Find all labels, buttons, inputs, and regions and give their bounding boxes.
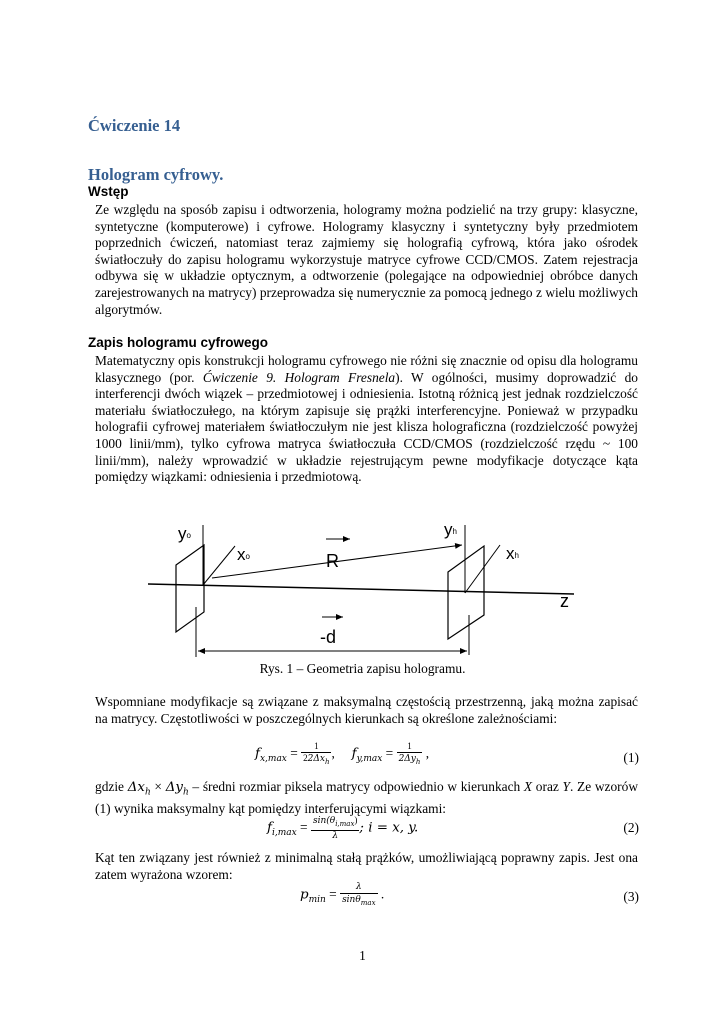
modifications-paragraph: Wspomniane modyfikacje są związane z maksymalną częstością przestrzenną, jaką można zapisać na matrycy. Częstotliwości w poszczególnych kierunkach są określone zależnościami:	[95, 694, 638, 726]
label-y-h: yh	[444, 520, 457, 539]
pixel-size-paragraph: gdzie $\Delta x_h \times \Delta y_h$ – średni rozmiar piksela matrycy odpowiednio w kierunkach X oraz Y. Ze wzorów (1) wynika maksymalny kąt pomiędzy interferującymi wiązkami:	[95, 779, 638, 817]
equation-3: $p_{min}$ = $\frac{\lambda}{\sin\theta_{max}}$ .	[300, 882, 385, 907]
recording-text-part1: Matematyczny opis konstrukcji hologramu cyfrowego nie różni się znacznie od opisu dla hologramu klasycznego (por.	[95, 353, 638, 385]
label-d: -d	[320, 627, 337, 647]
object-plane	[176, 545, 204, 632]
equation-2: $f_{i,max}$ = $\frac{\sin(\theta_{i,max})}{\lambda}$ ; i = x, y.	[267, 815, 419, 841]
page-number: 1	[359, 948, 366, 963]
label-r: R	[326, 551, 339, 571]
x-h-axis	[465, 545, 500, 593]
label-y-o: yo	[178, 524, 191, 543]
equation-3-number: (3)	[623, 889, 639, 904]
label-z: z	[560, 591, 569, 611]
geometry-figure	[140, 515, 590, 660]
label-x-o: xo	[237, 545, 250, 564]
fringe-paragraph: Kąt ten związany jest również z minimalną stałą prążków, umożliwiającą poprawny zapis. Jest ona zatem wyrażona wzorem:	[95, 850, 638, 882]
equation-2-number: (2)	[623, 820, 639, 835]
section-title: Hologram cyfrowy.	[88, 165, 224, 184]
figure-caption: Rys. 1 – Geometria zapisu hologramu.	[259, 661, 466, 676]
x-o-axis	[203, 546, 235, 585]
intro-paragraph: Ze względu na sposób zapisu i odtworzenia, hologramy można podzielić na trzy grupy: klasyczne, syntetyczne (komputerowe) i cyfrowe. Hologramy klasyczny i syntetyczny były przedmiotem poprzednich ćwiczeń, natomiast teraz zajmiemy się holografią cyfrową, która jako ośrodek światłoczuły do zapisu hologramu wykorzystuje matryce cyfrowe CCD/CMOS. Zatem rejestracja odbywa się w układzie optycznym, a odtworzenie (polegające na odpowiedniej obróbce danych zarejestrowanych na matrycy) przeprowadza się numerycznie za pomocą jednego z wielu możliwych algorytmów.	[95, 202, 638, 317]
recording-text-ref: Ćwiczenie 9. Hologram Fresnela	[202, 369, 396, 385]
recording-text-part2: ). W ogólności, musimy doprowadzić do interferencji dwóch wiązek – przedmiotowej i odniesienia. Istotną różnicą jest jednak rozdzielczość materiału światłoczułego, na którym zapisuje się prążki interferencyjne. Ponieważ w przypadku holografii cyfrowej materiałem światłoczułym nie jest klisza holograficzna (rozdzielczość powyżej 1000 linii/mm), tylko cyfrowa matryca światłoczuła CCD/CMOS (rozdzielczość rzędu ~ 100 linii/mm), należy wprowadzić w układzie rejestrującym pewne modyfikacje dotyczące kąta pomiędzy wiązkami: odniesienia i przedmiotową.	[95, 369, 638, 485]
equation-1: $f_{x,max}$ = $\frac{1}{22\Delta x_h}$ , $f_{y,max}$ = $\frac{1}{2\Delta y_h}$ ,	[255, 741, 430, 766]
label-x-h: xh	[506, 544, 519, 563]
recording-paragraph	[95, 353, 638, 486]
intro-heading: Wstęp	[88, 184, 129, 199]
chapter-title: Ćwiczenie 14	[88, 116, 181, 135]
equation-1-number: (1)	[623, 750, 639, 765]
recording-heading: Zapis hologramu cyfrowego	[88, 335, 269, 350]
z-axis	[148, 584, 574, 594]
